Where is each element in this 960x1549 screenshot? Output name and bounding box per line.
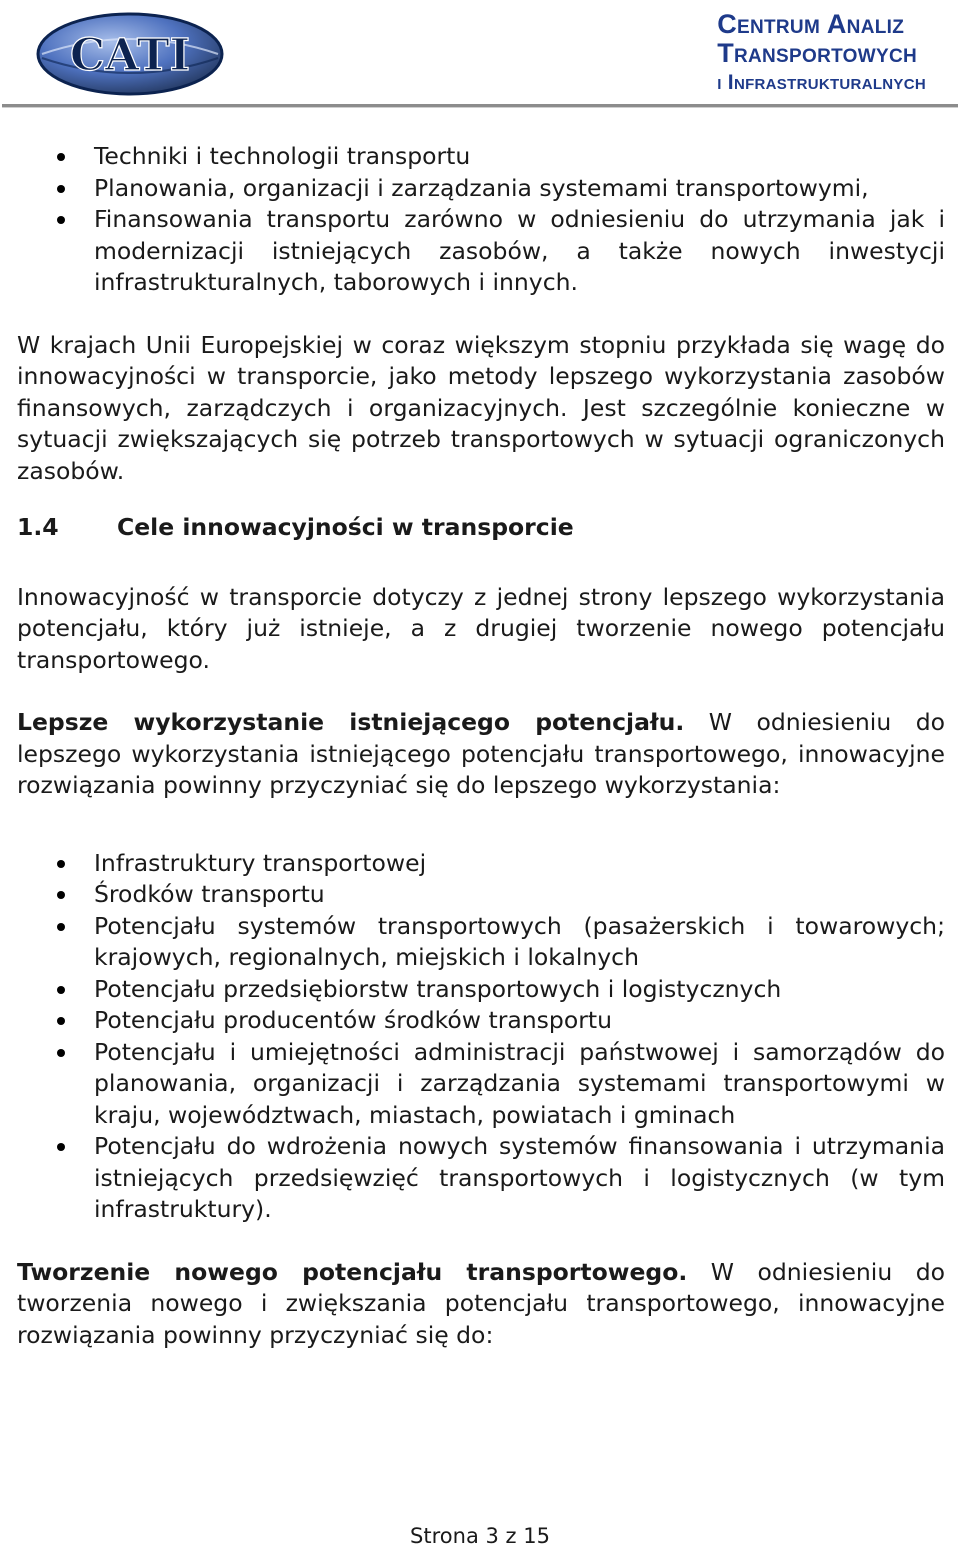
organization-name [717, 10, 926, 97]
list-item: Finansowania transportu zarówno w odniesieniu do utrzymania jak i modernizacji istniejących zasobów, a także nowych inwestycji infrastrukturalnych, taborowych i innych. [17, 204, 945, 299]
paragraph-new-potential [17, 1257, 945, 1352]
paragraph-text: W odniesieniu do lepszego wykorzystania istniejącego potencjału transportowego, innowacyjne rozwiązania powinny przyczyniać się do lepszego wykorzystania: [17, 708, 945, 799]
page-number: Strona 3 z 15 [410, 1524, 550, 1548]
list-item: Środków transportu [17, 879, 945, 911]
list-item: Infrastruktury transportowej [17, 848, 945, 880]
section-heading [17, 512, 945, 544]
paragraph-innovation-scope: Innowacyjność w transporcie dotyczy z jednej strony lepszego wykorzystania potencjału, który już istnieje, a z drugiej tworzenie nowego potencjału transportowego. [17, 582, 945, 674]
org-line-3: i Infrastrukturalnych [717, 71, 926, 94]
paragraph-eu-innovation: W krajach Unii Europejskiej w coraz większym stopniu przykłada się wagę do innowacyjności w transporcie, jako metody lepszego wykorzystania zasobów finansowych, zarządczych i organizacyjnych. Jest szczególnie konieczne w sytuacji zwiększających się potrzeb transportowych w sytuacji ograniczonych zasobów. [17, 330, 945, 485]
bullet-list-areas [17, 141, 945, 299]
document-body [17, 141, 945, 1351]
list-item: Techniki i technologii transportu [17, 141, 945, 173]
org-line-1: Centrum Analiz [717, 9, 905, 39]
logo-text: CATI [69, 30, 191, 81]
paragraph-better-use [17, 707, 945, 802]
list-item: Potencjału do wdrożenia nowych systemów finansowania i utrzymania istniejących przedsięwzięć transportowych i logistycznych (w tym infrastruktury). [17, 1131, 945, 1226]
list-item: Potencjału i umiejętności administracji państwowej i samorządów do planowania, organizacji i zarządzania systemami transportowymi w kraju, województwach, miastach, powiatach i gminach [17, 1037, 945, 1132]
page-footer [0, 1524, 960, 1548]
cati-logo [28, 6, 233, 102]
section-title: Cele innowacyjności w transporcie [117, 513, 574, 541]
bullet-list-potential [17, 848, 945, 1226]
org-line-2: Transportowych [717, 38, 917, 68]
list-item: Planowania, organizacji i zarządzania systemami transportowymi, [17, 173, 945, 205]
list-item: Potencjału systemów transportowych (pasażerskich i towarowych; krajowych, regionalnych, miejskich i lokalnych [17, 911, 945, 974]
list-item: Potencjału przedsiębiorstw transportowych i logistycznych [17, 974, 945, 1006]
header-divider [2, 104, 958, 108]
paragraph-lead: Lepsze wykorzystanie istniejącego potencjału. [17, 708, 685, 736]
section-number: 1.4 [17, 513, 59, 541]
page-header [0, 0, 960, 112]
paragraph-text: W odniesieniu do tworzenia nowego i zwiększania potencjału transportowego, innowacyjne rozwiązania powinny przyczyniać się do: [17, 1257, 945, 1349]
paragraph-lead: Tworzenie nowego potencjału transportowego. [17, 1257, 688, 1286]
list-item: Potencjału producentów środków transportu [17, 1005, 945, 1037]
